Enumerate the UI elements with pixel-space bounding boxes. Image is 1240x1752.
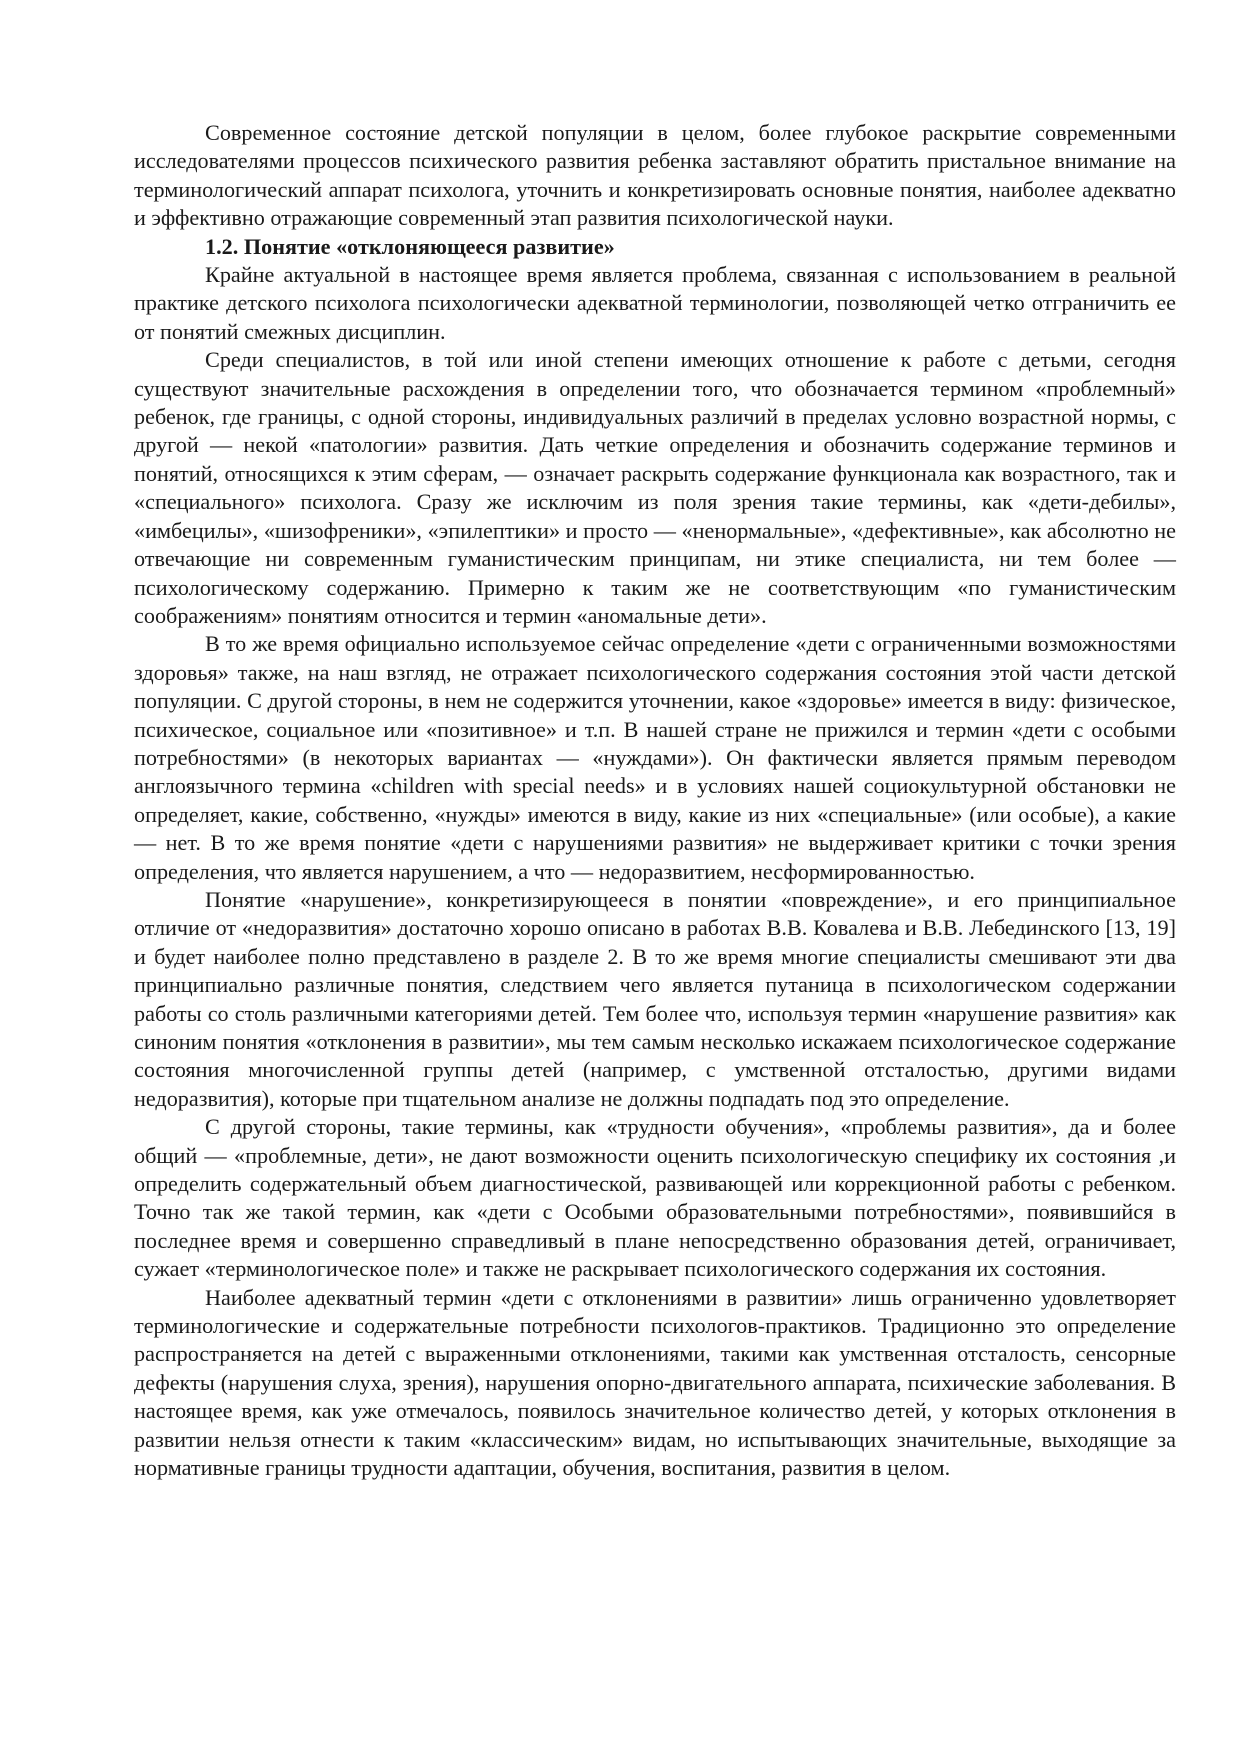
paragraph-3: В то же время официально используемое сейчас определение «дети с ограниченными возможностями здоровья» также, на наш взгляд, не отражает психологического содержания состояния этой части детской популяции. С другой стороны, в нем не содержится уточнении, какое «здоровье» имеется в виду: физическое, психическое, социальное или «позитивное» и т.п. В нашей стране не прижился и термин «дети с особыми потребностями» (в некоторых вариантах — «нуждами»). Он фактически является прямым переводом англоязычного термина «children with special needs» и в условиях нашей социокультурной обстановки не определяет, какие, собственно, «нужды» имеются в виду, какие из них «специальные» (или особые), а какие — нет. В то же время понятие «дети с нарушениями развития» не выдерживает критики с точки зрения определения, что является нарушением, а что — недоразвитием, несформированностью.	[134, 631, 1176, 884]
document-page	[134, 119, 1176, 1483]
paragraph-1: Крайне актуальной в настоящее время является проблема, связанная с использованием в реальной практике детского психолога психологически адекватной терминологии, позволяющей четко отграничить ее от понятий смежных дисциплин.	[134, 262, 1176, 344]
paragraph-4: Понятие «нарушение», конкретизирующееся в понятии «повреждение», и его принципиальное отличие от «недоразвития» достаточно хорошо описано в работах В.В. Ковалева и В.В. Лебединского [13, 19] и будет наиболее полно представлено в разделе 2. В то же время многие специалисты смешивают эти два принципиально различные понятия, следствием чего является путаница в психологическом содержании работы со столь различными категориями детей. Тем более что, используя термин «нарушение развития» как синоним понятия «отклонения в развитии», мы тем самым несколько искажаем психологическое содержание состояния многочисленной группы детей (например, с умственной отсталостью, другими видами недоразвития), которые при тщательном анализе не должны подпадать под это определение.	[134, 886, 1176, 1111]
section-heading: 1.2. Понятие «отклоняющееся развитие»	[205, 233, 615, 259]
paragraph-2: Среди специалистов, в той или иной степени имеющих отношение к работе с детьми, сегодня существуют значительные расхождения в определении того, что обозначается термином «проблемный» ребенок, где границы, с одной стороны, индивидуальных различий в пределах условно возрастной нормы, с другой — некой «патологии» развития. Дать четкие определения и обозначить содержание терминов и понятий, относящихся к этим сферам, — означает раскрыть содержание функционала как возрастного, так и «специального» психолога. Сразу же исключим из поля зрения такие термины, как «дети-дебилы», «имбецилы», «шизофреники», «эпилептики» и просто — «ненормальные», «дефективные», как абсолютно не отвечающие ни современным гуманистическим принципам, ни этике специалиста, ни тем более — психологическому содержанию. Примерно к таким же не соответствующим «по гуманистическим соображениям» понятиям относится и термин «аномальные дети».	[134, 347, 1176, 628]
intro-paragraph: Современное состояние детской популяции в целом, более глубокое раскрытие современными исследователями процессов психического развития ребенка заставляют обратить пристальное внимание на терминологический аппарат психолога, уточнить и конкретизировать основные понятия, наиболее адекватно и эффективно отражающие современный этап развития психологической науки.	[134, 120, 1176, 231]
paragraph-5: С другой стороны, такие термины, как «трудности обучения», «проблемы развития», да и более общий — «проблемные, дети», не дают возможности оценить психологическую специфику их состояния ,и определить содержательный объем диагностической, развивающей или коррекционной работы с ребенком. Точно так же такой термин, как «дети с Особыми образовательными потребностями», появившийся в последнее время и совершенно справедливый в плане непосредственно образования детей, ограничивает, сужает «терминологическое поле» и также не раскрывает психологического содержания их состояния.	[134, 1114, 1176, 1282]
paragraph-6: Наиболее адекватный термин «дети с отклонениями в развитии» лишь ограниченно удовлетворяет терминологические и содержательные потребности психологов-практиков. Традиционно это определение распространяется на детей с выраженными отклонениями, такими как умственная отсталость, сенсорные дефекты (нарушения слуха, зрения), нарушения опорно-двигательного аппарата, психические заболевания. В настоящее время, как уже отмечалось, появилось значительное количество детей, у которых отклонения в развитии нельзя отнести к таким «классическим» видам, но испытывающих значительные, выходящие за нормативные границы трудности адаптации, обучения, воспитания, развития в целом.	[134, 1284, 1176, 1481]
